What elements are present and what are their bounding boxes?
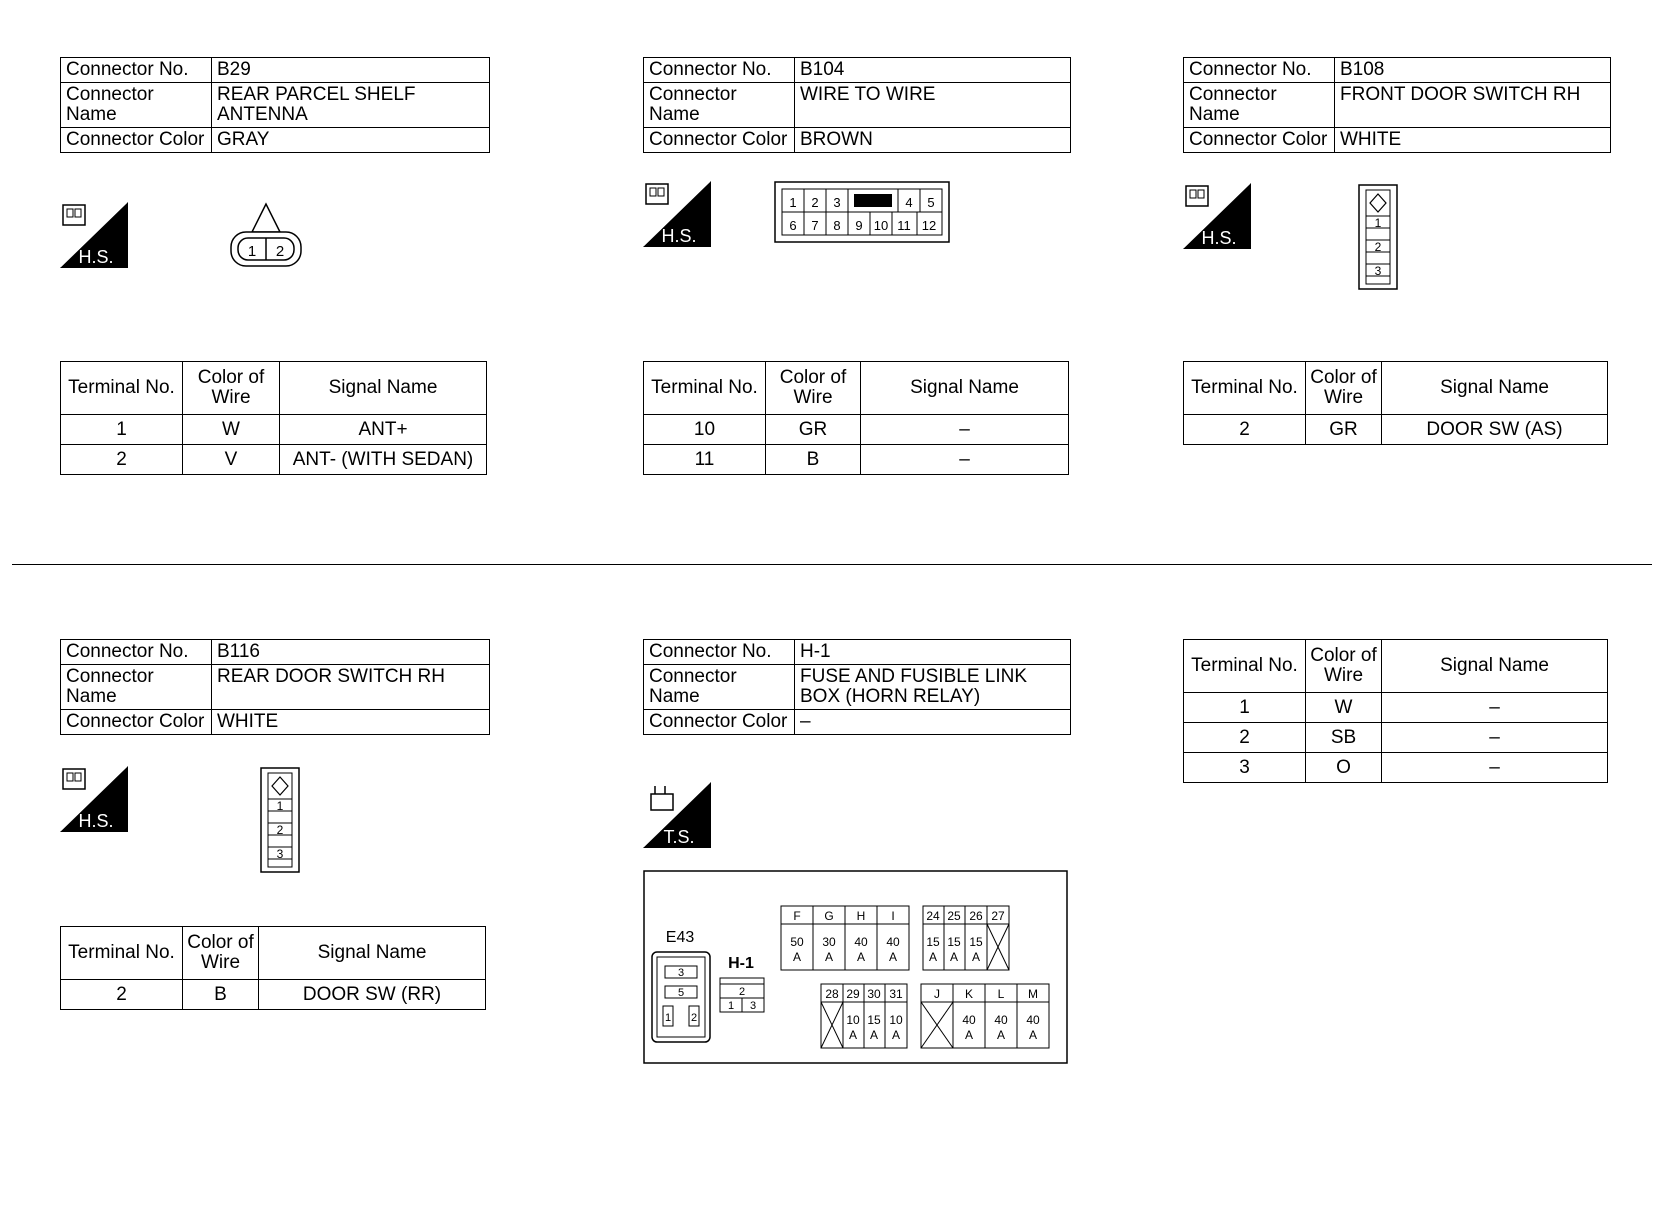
signal-name: DOOR SW (AS) — [1382, 415, 1608, 445]
fuse-rating: 40 — [854, 935, 868, 949]
label-connector-no: Connector No. — [61, 58, 212, 83]
b116-pin: 2 — [276, 823, 284, 837]
terminal-no: 1 — [61, 415, 183, 445]
b104-pin: 3 — [833, 195, 841, 210]
wire-color: GR — [1306, 415, 1382, 445]
fuse-rating: 40 — [1026, 1013, 1040, 1027]
b116-connector-no: B116 — [212, 640, 490, 665]
fuse-unit: A — [996, 1028, 1006, 1042]
terminal-side-icon — [643, 782, 711, 848]
header-signal-name: Signal Name — [280, 362, 487, 415]
signal-name: – — [861, 445, 1069, 475]
fuse-rating: 50 — [790, 935, 804, 949]
b104-info-table — [643, 57, 1071, 153]
h1-connector-name — [795, 665, 1071, 710]
label-connector-name: Connector Name — [644, 83, 795, 128]
e43-label: E43 — [665, 929, 695, 946]
table-row — [61, 445, 487, 475]
b104-pin: 1 — [789, 195, 797, 210]
label-connector-no: Connector No. — [1184, 58, 1335, 83]
h1-small-pin: 1 — [727, 1000, 735, 1012]
e43-pin: 2 — [690, 1012, 698, 1024]
e43-pin: 1 — [664, 1012, 672, 1024]
fuse-unit: A — [1028, 1028, 1038, 1042]
b116-info-table — [60, 639, 490, 735]
fuse-number: 28 — [825, 987, 839, 1001]
fuse-rating: 15 — [867, 1013, 881, 1027]
fuse-rating: 15 — [926, 935, 940, 949]
header-color-of-wire — [766, 362, 861, 415]
signal-name: – — [861, 415, 1069, 445]
fuse-letter: G — [824, 909, 834, 923]
h1-icon-text: T.S. — [663, 827, 695, 847]
b108-connector-color: WHITE — [1335, 128, 1611, 153]
fuse-number: 29 — [846, 987, 860, 1001]
fuse-number: 26 — [969, 909, 983, 923]
header-color-of-wire — [183, 362, 280, 415]
terminal-no: 11 — [644, 445, 766, 475]
b104-pin: 8 — [833, 218, 841, 233]
table-row — [61, 980, 486, 1010]
table-row — [644, 415, 1069, 445]
b104-pin: 4 — [905, 195, 913, 210]
b104-pin: 11 — [897, 218, 911, 233]
harness-side-icon — [1183, 183, 1251, 249]
signal-name: – — [1382, 753, 1608, 783]
header-color-line1: Color of — [197, 367, 265, 388]
terminal-no: 2 — [1184, 723, 1306, 753]
fuse-letter: H — [856, 909, 866, 923]
b108-pin: 1 — [1374, 216, 1382, 230]
label-connector-color: Connector Color — [644, 128, 795, 153]
header-color-of-wire — [1306, 640, 1382, 693]
b29-pin: 2 — [275, 243, 285, 260]
fuse-rating: 10 — [846, 1013, 860, 1027]
b104-pin: 9 — [855, 218, 863, 233]
b104-connector-color: BROWN — [795, 128, 1071, 153]
wire-color: O — [1306, 753, 1382, 783]
b116-connector-name: REAR DOOR SWITCH RH — [212, 665, 490, 710]
table-row — [1184, 753, 1608, 783]
fuse-box-diagram — [643, 870, 1068, 1064]
fuse-unit: A — [964, 1028, 974, 1042]
wire-color: V — [183, 445, 280, 475]
terminal-no: 1 — [1184, 693, 1306, 723]
fuse-number: 31 — [889, 987, 903, 1001]
e43-pin: 3 — [677, 967, 685, 979]
h1-name-line2: BOX (HORN RELAY) — [800, 686, 981, 707]
header-color-line2: Wire — [1323, 387, 1364, 408]
wire-color: B — [183, 980, 259, 1010]
b116-connector-face — [260, 767, 300, 873]
terminal-no: 10 — [644, 415, 766, 445]
b29-name-line2: ANTENNA — [217, 104, 308, 125]
fuse-letter: I — [891, 909, 895, 923]
b104-pin: 10 — [873, 218, 889, 233]
b29-name-line1: REAR PARCEL SHELF — [217, 84, 416, 105]
header-color-line2: Wire — [1323, 665, 1364, 686]
fuse-unit: A — [848, 1028, 858, 1042]
b29-connector-name — [212, 83, 490, 128]
b116-pin: 3 — [276, 847, 284, 861]
wire-color: W — [183, 415, 280, 445]
table-row — [61, 415, 487, 445]
b104-connector-no: B104 — [795, 58, 1071, 83]
label-connector-name: Connector Name — [61, 83, 212, 128]
b116-pin: 1 — [276, 799, 284, 813]
b104-connector-name: WIRE TO WIRE — [795, 83, 1071, 128]
fuse-unit: A — [792, 950, 802, 964]
header-terminal-no: Terminal No. — [1184, 640, 1306, 693]
b29-pin: 1 — [247, 243, 257, 260]
label-connector-no: Connector No. — [644, 640, 795, 665]
harness-side-icon — [643, 181, 711, 247]
wire-color: SB — [1306, 723, 1382, 753]
header-color-line1: Color of — [1310, 645, 1377, 666]
fuse-unit: A — [928, 950, 938, 964]
table-row — [644, 445, 1069, 475]
fuse-unit: A — [971, 950, 981, 964]
b108-terminal-table — [1183, 361, 1608, 445]
b104-icon-text: H.S. — [661, 226, 697, 246]
b104-key-block — [854, 194, 892, 207]
b108-info-table — [1183, 57, 1611, 153]
label-connector-color: Connector Color — [61, 710, 212, 735]
header-color-of-wire — [183, 927, 259, 980]
header-signal-name: Signal Name — [1382, 362, 1608, 415]
table-row — [1184, 415, 1608, 445]
b108-connector-face — [1358, 184, 1398, 290]
header-signal-name: Signal Name — [1382, 640, 1608, 693]
h1-info-table — [643, 639, 1071, 735]
header-color-line1: Color of — [1310, 367, 1377, 388]
fuse-unit: A — [856, 950, 866, 964]
header-terminal-no: Terminal No. — [61, 927, 183, 980]
b29-connector-face — [228, 202, 304, 270]
header-signal-name: Signal Name — [259, 927, 486, 980]
fuse-number: 27 — [991, 909, 1005, 923]
label-connector-no: Connector No. — [61, 640, 212, 665]
header-color-line2: Wire — [200, 952, 241, 973]
b104-connector-face — [774, 181, 950, 243]
fuse-letter: F — [793, 909, 801, 923]
h1-terminal-table — [1183, 639, 1608, 783]
label-connector-no: Connector No. — [644, 58, 795, 83]
signal-name: DOOR SW (RR) — [259, 980, 486, 1010]
label-connector-name: Connector Name — [1184, 83, 1335, 128]
fuse-rating: 40 — [886, 935, 900, 949]
b104-pin: 7 — [811, 218, 819, 233]
header-color-line1: Color of — [187, 932, 254, 953]
b108-connector-no: B108 — [1335, 58, 1611, 83]
h1-connector-color: – — [795, 710, 1071, 735]
fuse-number: 25 — [947, 909, 961, 923]
terminal-no: 2 — [1184, 415, 1306, 445]
b104-pin: 2 — [811, 195, 819, 210]
b104-terminal-table — [643, 361, 1069, 475]
fuse-letter: M — [1028, 987, 1038, 1001]
fuse-rating: 40 — [962, 1013, 976, 1027]
section-divider — [12, 564, 1652, 565]
b108-icon-text: H.S. — [1201, 228, 1237, 248]
signal-name: – — [1382, 723, 1608, 753]
b29-connector-color: GRAY — [212, 128, 490, 153]
wire-color: B — [766, 445, 861, 475]
fuse-number: 30 — [867, 987, 881, 1001]
b29-icon-text: H.S. — [78, 247, 114, 267]
harness-side-icon — [60, 202, 128, 268]
header-signal-name: Signal Name — [861, 362, 1069, 415]
h1-small-pin: 3 — [749, 1000, 757, 1012]
fuse-unit: A — [949, 950, 959, 964]
b116-icon-text: H.S. — [78, 811, 114, 831]
label-connector-color: Connector Color — [644, 710, 795, 735]
fuse-rating: 15 — [947, 935, 961, 949]
h1-small-label: H-1 — [728, 955, 754, 972]
fuse-rating: 40 — [994, 1013, 1008, 1027]
fuse-letter: L — [997, 987, 1005, 1001]
terminal-no: 2 — [61, 445, 183, 475]
fuse-rating: 10 — [889, 1013, 903, 1027]
b29-info-table — [60, 57, 490, 153]
header-terminal-no: Terminal No. — [1184, 362, 1306, 415]
fuse-rating: 15 — [969, 935, 983, 949]
terminal-no: 3 — [1184, 753, 1306, 783]
b108-pin: 3 — [1374, 264, 1382, 278]
b108-pin: 2 — [1374, 240, 1382, 254]
signal-name: ANT- (WITH SEDAN) — [280, 445, 487, 475]
fuse-letter: K — [964, 987, 974, 1001]
wire-color: W — [1306, 693, 1382, 723]
b108-connector-name: FRONT DOOR SWITCH RH — [1335, 83, 1611, 128]
b104-pin: 6 — [789, 218, 797, 233]
fuse-unit: A — [888, 950, 898, 964]
header-color-line1: Color of — [779, 367, 847, 388]
label-connector-name: Connector Name — [644, 665, 795, 710]
b104-pin: 12 — [921, 218, 937, 233]
fuse-number: 24 — [926, 909, 940, 923]
fuse-rating: 30 — [822, 935, 836, 949]
header-terminal-no: Terminal No. — [644, 362, 766, 415]
b29-terminal-table — [60, 361, 487, 475]
b29-connector-no: B29 — [212, 58, 490, 83]
b104-pin: 5 — [927, 195, 935, 210]
header-color-line2: Wire — [793, 387, 833, 408]
h1-name-line1: FUSE AND FUSIBLE LINK — [800, 666, 1028, 687]
fuse-unit: A — [824, 950, 834, 964]
header-color-line2: Wire — [211, 387, 251, 408]
header-color-of-wire — [1306, 362, 1382, 415]
wire-color: GR — [766, 415, 861, 445]
label-connector-name: Connector Name — [61, 665, 212, 710]
label-connector-color: Connector Color — [61, 128, 212, 153]
signal-name: ANT+ — [280, 415, 487, 445]
b116-terminal-table — [60, 926, 486, 1010]
harness-side-icon — [60, 766, 128, 832]
h1-connector-no: H-1 — [795, 640, 1071, 665]
fuse-letter: J — [934, 987, 940, 1001]
e43-pin: 5 — [677, 987, 685, 999]
label-connector-color: Connector Color — [1184, 128, 1335, 153]
b116-connector-color: WHITE — [212, 710, 490, 735]
signal-name: – — [1382, 693, 1608, 723]
h1-small-pin: 2 — [738, 986, 746, 998]
terminal-no: 2 — [61, 980, 183, 1010]
fuse-unit: A — [869, 1028, 879, 1042]
table-row — [1184, 693, 1608, 723]
fuse-unit: A — [891, 1028, 901, 1042]
table-row — [1184, 723, 1608, 753]
header-terminal-no: Terminal No. — [61, 362, 183, 415]
